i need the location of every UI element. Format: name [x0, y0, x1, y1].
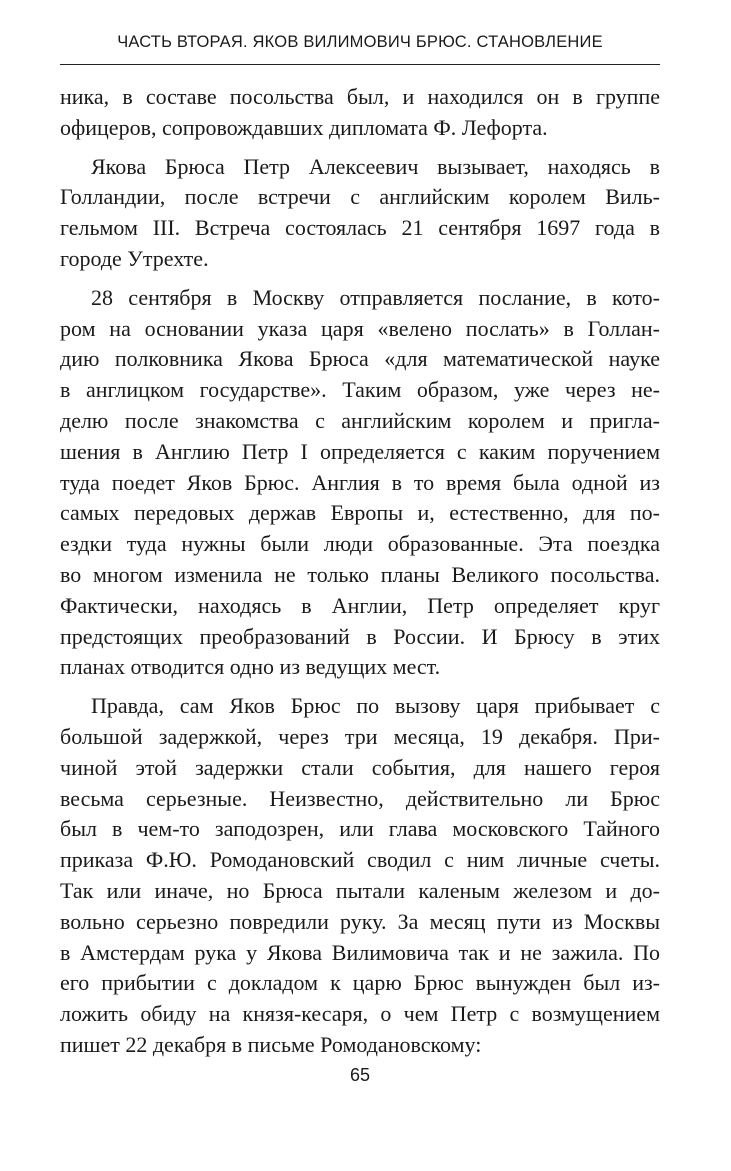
text-line: чиной этой задержки стали события, для нашего героя [60, 754, 660, 780]
paragraph-2 [60, 152, 660, 275]
text-line: Якова Брюса Петр Алексеевич вызывает, находясь в [91, 153, 660, 179]
text-line: Фактически, находясь в Англии, Петр определяет круг [60, 592, 660, 618]
text-line: вольно серьезно повредили руку. За месяц пути из Москвы [60, 908, 660, 934]
paragraph-1 [60, 82, 660, 144]
text-line: туда поедет Яков Брюс. Англия в то время была одной из [60, 469, 660, 495]
paragraph-gap [60, 683, 660, 691]
text-line: пишет 22 декабря в письме Ромодановскому: [60, 1031, 482, 1057]
text-line: его прибытии с докладом к царю Брюс вынужден был из- [60, 970, 660, 996]
text-line: был в чем-то заподозрен, или глава московского Тайного [60, 816, 660, 842]
paragraph-gap [60, 144, 660, 152]
text-line: в Амстердам рука у Якова Вилимовича так и не зажила. По [60, 939, 660, 965]
text-line: Правда, сам Яков Брюс по вызову царя прибывает с [91, 693, 660, 719]
text-line: во многом изменила не только планы Великого посольства. [60, 561, 660, 587]
text-line: гельмом III. Встреча состоялась 21 сентября 1697 года в [60, 215, 660, 241]
text-line: городе Утрехте. [60, 245, 209, 271]
text-line: ника, в составе посольства был, и находился он в группе [60, 84, 660, 109]
paragraph-gap [60, 275, 660, 283]
text-line: Голландии, после встречи с английским королем Виль- [60, 184, 660, 210]
running-head: ЧАСТЬ ВТОРАЯ. ЯКОВ ВИЛИМОВИЧ БРЮС. СТАНОВЛЕНИЕ [117, 33, 603, 51]
text-line: Так или иначе, но Брюса пытали каленым железом и до- [60, 877, 660, 903]
text-line: приказа Ф.Ю. Ромодановский сводил с ним личные счеты. [60, 847, 660, 873]
body-text [60, 82, 660, 1061]
text-line: делю после знакомства с английским королем и пригла- [60, 407, 660, 433]
text-line: дию полковника Якова Брюса «для математической науке [60, 346, 660, 372]
text-line: ром на основании указа царя «велено послать» в Голлан- [60, 315, 660, 341]
text-line: в англицком государстве». Таким образом, уже через не- [60, 377, 660, 403]
paragraph-4 [60, 691, 660, 1061]
header-rule [60, 64, 660, 65]
text-line: ездки туда нужны были люди образованные. Эта поездка [60, 531, 660, 557]
text-line: 28 сентября в Москву отправляется послание, в кото- [91, 284, 660, 310]
text-line: офицеров, сопровождавших дипломата Ф. Лефорта. [60, 114, 548, 140]
text-line: планах отводится одно из ведущих мест. [60, 654, 441, 680]
text-line: самых передовых держав Европы и, естественно, для по- [60, 500, 660, 526]
paragraph-3 [60, 283, 660, 683]
text-line: предстоящих преобразований в России. И Брюсу в этих [60, 623, 660, 649]
page-number: 65 [349, 1065, 371, 1085]
text-line: весьма серьезные. Неизвестно, действительно ли Брюс [60, 785, 660, 811]
text-line: большой задержкой, через три месяца, 19 декабря. При- [60, 723, 660, 749]
text-line: шения в Англию Петр I определяется с каким поручением [60, 438, 660, 464]
text-line: ложить обиду на князя-кесаря, о чем Петр с возмущением [60, 1001, 660, 1027]
